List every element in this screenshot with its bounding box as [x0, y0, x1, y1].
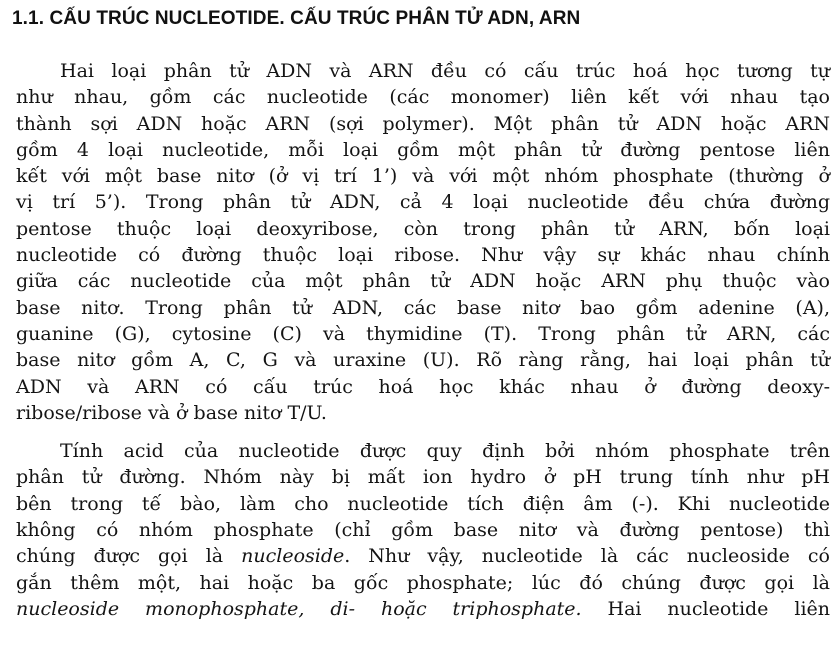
- paragraph-2-line: phân tử đường. Nhóm này bị mất ion hydro ở pH trung tính như pH: [16, 466, 830, 489]
- paragraph-1-line: ribose/ribose và ở base nitơ T/U.: [16, 401, 327, 424]
- paragraph-1-line: kết với một base nitơ (ở vị trí 1’) và với một nhóm phosphate (thường ở: [16, 165, 830, 188]
- paragraph-1-line: như nhau, gồm các nucleotide (các monomer) liên kết với nhau tạo: [16, 86, 830, 109]
- paragraph-2-line: gắn thêm một, hai hoặc ba gốc phosphate; lúc đó chúng được gọi là: [16, 571, 830, 594]
- paragraph-1-line: thành sợi ADN hoặc ARN (sợi polymer). Một phân tử ADN hoặc ARN: [16, 112, 830, 135]
- paragraph-2-line: không có nhóm phosphate (chỉ gồm base nitơ và đường pentose) thì: [16, 519, 830, 542]
- paragraph-2-line: Tính acid của nucleotide được quy định bởi nhóm phosphate trên: [60, 440, 830, 463]
- body-text: [16, 58, 830, 622]
- paragraph-2-line: bên trong tế bào, làm cho nucleotide tích điện âm (-). Khi nucleotide: [16, 492, 830, 515]
- paragraph-1-line: pentose thuộc loại deoxyribose, còn trong phân tử ARN, bốn loại: [16, 217, 830, 240]
- paragraph-1-line: nucleotide có đường thuộc loại ribose. Như vậy sự khác nhau chính: [16, 244, 830, 267]
- paragraph-1-line: giữa các nucleotide của một phân tử ADN hoặc ARN phụ thuộc vào: [16, 270, 830, 293]
- paragraph-2: [16, 438, 830, 622]
- paragraph-2-line: [16, 543, 830, 569]
- line-text: chúng được gọi là: [16, 545, 242, 568]
- term-nucleoside: nucleoside: [241, 545, 345, 568]
- paragraph-1-line: vị trí 5’). Trong phân tử ADN, cả 4 loại nucleotide đều chứa đường: [16, 191, 830, 214]
- section-heading: 1.1. CẤU TRÚC NUCLEOTIDE. CẤU TRÚC PHÂN TỬ ADN, ARN: [12, 8, 581, 29]
- paragraph-1-line: base nitơ. Trong phân tử ADN, các base nitơ bao gồm adenine (A),: [16, 296, 830, 319]
- paragraph-1-line: base nitơ gồm A, C, G và uraxine (U). Rõ ràng rằng, hai loại phân tử: [16, 349, 830, 372]
- paragraph-1-line: ADN và ARN có cấu trúc hoá học khác nhau ở đường deoxy-: [16, 375, 830, 398]
- paragraph-1-line: guanine (G), cytosine (C) và thymidine (T). Trong phân tử ARN, các: [16, 322, 830, 345]
- paragraph-1-line: Hai loại phân tử ADN và ARN đều có cấu trúc hoá học tương tự: [60, 60, 830, 82]
- line-text: . Như vậy, nucleotide là các nucleoside có: [344, 545, 830, 568]
- line-text: Hai nucleotide liên: [581, 597, 830, 620]
- paragraph-gap: [16, 426, 830, 438]
- paragraph-1: [16, 58, 830, 426]
- paragraph-1-line: gồm 4 loại nucleotide, mỗi loại gồm một phân tử đường pentose liên: [16, 138, 830, 161]
- term-nucleoside-phosphates: nucleoside monophosphate, di- hoặc triphosphate.: [16, 597, 582, 620]
- paragraph-2-line: [16, 596, 830, 622]
